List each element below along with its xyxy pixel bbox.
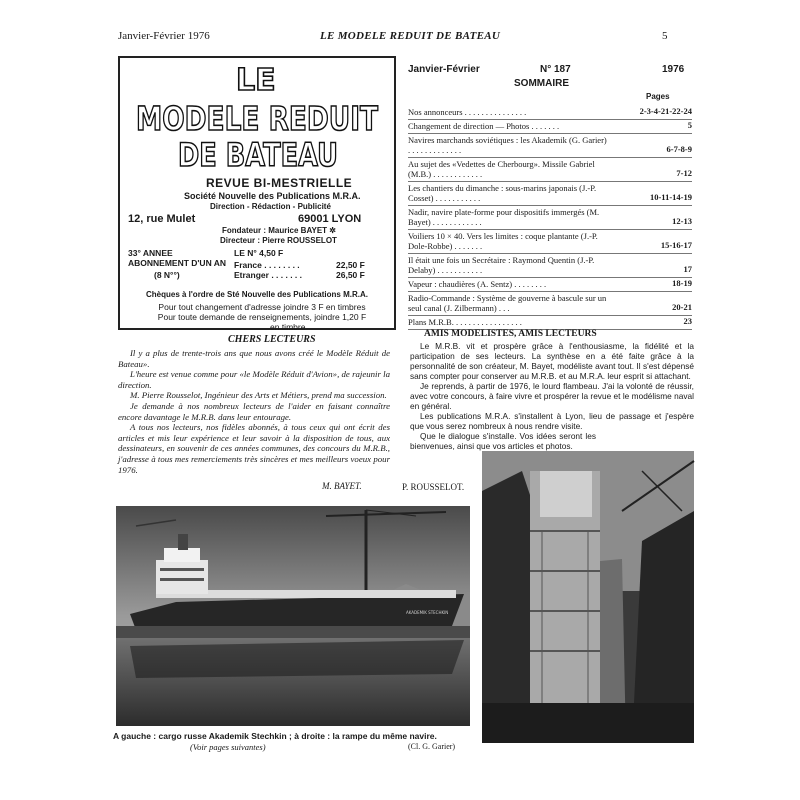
- list-item[interactable]: Changement de direction — Photos . . . . . . . 5: [408, 120, 692, 134]
- paragraph: Le M.R.B. vit et prospère grâce à l'enthousiasme, la fidélité et la participation de ses lecteurs. La synthèse en a été faite grâce à la personnalité de son créateur, M. Bayet, modéliste avant tout. Il s'est dépensé sans compter pour conserver au M.R.B. et au M.R.A. leur esprit si attachant.: [410, 341, 694, 381]
- list-item[interactable]: Il était une fois un Secrétaire : Raymond Quentin (J.-P. Delaby) . . . . . . . . . . . 17: [408, 254, 692, 278]
- masthead-etranger-price: 26,50 F: [336, 270, 365, 280]
- masthead-note-adresse: Pour tout changement d'adresse joindre 3 F en timbres: [158, 302, 366, 312]
- sommaire-year: 1976: [662, 64, 685, 75]
- sommaire-list: [408, 106, 692, 330]
- paragraph: L'heure est venue comme pour «le Modèle Réduit d'Avion», de rajeunir la direction.: [118, 369, 390, 390]
- photo-credit: (Cl. G. Garier): [408, 742, 456, 751]
- list-item[interactable]: Nos annonceurs . . . . . . . . . . . . . . . 2-3-4-21-22-24: [408, 106, 692, 120]
- photo-caption-sub: (Voir pages suivantes): [190, 742, 266, 752]
- masthead-direction: Direction - Rédaction - Publicité: [210, 202, 331, 211]
- photo-cargo-ship: [116, 506, 470, 726]
- paragraph: Je reprends, à partir de 1976, le lourd flambeau. J'ai la volonté de réussir, avec votre concours, à faire vivre et prospérer la revue et le modélisme naval en général.: [410, 381, 694, 411]
- masthead-cheques: Chèques à l'ordre de Sté Nouvelle des Publications M.R.A.: [146, 290, 368, 299]
- masthead-nombre: (8 N°°): [154, 270, 180, 280]
- list-item[interactable]: Voiliers 10 × 40. Vers les limites : coque plantante (J.-P. Dole-Robbe) . . . . . . . 15-16-17: [408, 230, 692, 254]
- photo-ship-ramp: [482, 451, 694, 743]
- amis-modelistes-text: [410, 341, 694, 451]
- masthead-address: 12, rue Mulet: [128, 213, 196, 225]
- paragraph: Les publications M.R.A. s'installent à Lyon, lieu de passage et j'espère que vous serez nombreux à nous rendre visite.: [410, 411, 694, 431]
- amis-modelistes-title: AMIS MODELISTES, AMIS LECTEURS: [424, 329, 597, 339]
- masthead-etranger-label: Etranger . . . . . . .: [234, 270, 303, 280]
- list-item[interactable]: Au sujet des «Vedettes de Cherbourg». Missile Gabriel (M.B.) . . . . . . . . . . . . 7-12: [408, 158, 692, 182]
- paragraph: Il y a plus de trente-trois ans que nous avons créé le Modèle Réduit de Bateau».: [118, 348, 390, 369]
- masthead-revue: REVUE BI-MESTRIELLE: [206, 176, 353, 190]
- masthead-directeur: Directeur : Pierre ROUSSELOT: [220, 236, 337, 245]
- page-number: 5: [662, 30, 668, 42]
- masthead-annee: 33° ANNEE: [128, 248, 173, 258]
- svg-text:DE BATEAU: DE BATEAU: [178, 136, 338, 174]
- masthead: [118, 56, 396, 330]
- masthead-note-renseignements: Pour toute demande de renseignements, joindre 1,20 F: [157, 312, 367, 322]
- signature-bayet: M. BAYET.: [322, 481, 362, 491]
- list-item[interactable]: Nadir, navire plate-forme pour dispositifs immergés (M. Bayet) . . . . . . . . . . . . 12-13: [408, 206, 692, 230]
- masthead-fondateur: Fondateur : Maurice BAYET ✲: [222, 226, 336, 235]
- masthead-societe: Société Nouvelle des Publications M.R.A.: [184, 191, 361, 201]
- masthead-numero-price: LE N° 4,50 F: [234, 248, 284, 258]
- chers-lecteurs-text: [118, 348, 390, 475]
- sommaire-date: Janvier-Février: [408, 64, 480, 75]
- paragraph: M. Pierre Rousselot, Ingénieur des Arts et Métiers, prend ma succession.: [130, 390, 387, 401]
- sommaire-title: SOMMAIRE: [514, 78, 569, 89]
- list-item[interactable]: Radio-Commande : Système de gouverne à bascule sur un seul canal (J. Zilbermann) . . . 20-21: [408, 292, 692, 316]
- list-item[interactable]: Les chantiers du dimanche : sous-marins japonais (J.-P. Cosset) . . . . . . . . . . . 10-11-14-19: [408, 182, 692, 206]
- running-header-date: Janvier-Février 1976: [118, 30, 210, 42]
- magazine-logo: [134, 62, 380, 172]
- list-item[interactable]: Plans M.R.B. . . . . . . . . . . . . . . . . 23: [408, 316, 692, 330]
- masthead-france-label: France . . . . . . . .: [234, 260, 300, 270]
- list-item[interactable]: Navires marchands soviétiques : les Akademik (G. Garier) . . . . . . . . . . . . . 6-7-8-9: [408, 134, 692, 158]
- list-item[interactable]: Vapeur : chaudières (A. Sentz) . . . . . . . . 18-19: [408, 278, 692, 292]
- svg-text:LE: LE: [236, 63, 276, 98]
- ship-name-label: AKADEMIK STECHKIN: [406, 610, 449, 615]
- masthead-france-price: 22,50 F: [336, 260, 365, 270]
- chers-lecteurs-title: CHERS LECTEURS: [228, 334, 316, 345]
- running-header-title: LE MODELE REDUIT DE BATEAU: [320, 30, 501, 42]
- paragraph: Que le dialogue s'installe. Vos idées seront les bienvenues, ainsi que vos articles et photos.: [410, 431, 596, 451]
- paragraph: A tous nos lecteurs, nos fidèles abonnés, à tous ceux qui ont écrit des articles et mis leur expérience et leur savoir à la disposition de tous, aux dessinateurs, en souvenir de ces années communes, des concours du M.R.B., j'adresse à tous mes remerciements très sincères et mes meilleurs voeux pour 1976.: [118, 422, 390, 475]
- signature-rousselot: P. ROUSSELOT.: [402, 482, 465, 492]
- sommaire-pages-label: Pages: [646, 92, 670, 101]
- photo-caption: A gauche : cargo russe Akademik Stechkin ; à droite : la rampe du même navire.: [113, 731, 437, 741]
- sommaire-numero: N° 187: [540, 64, 571, 75]
- masthead-note-timbre: en timbre: [270, 322, 306, 332]
- paragraph: Je demande à nos nombreux lecteurs de l'aider en faisant connaître encore davantage le M.R.B. dans leur entourage.: [118, 400, 390, 422]
- masthead-abonnement: ABONNEMENT D'UN AN: [128, 258, 227, 268]
- svg-text:MODELE REDUIT: MODELE REDUIT: [136, 99, 379, 138]
- masthead-city: 69001 LYON: [298, 213, 362, 225]
